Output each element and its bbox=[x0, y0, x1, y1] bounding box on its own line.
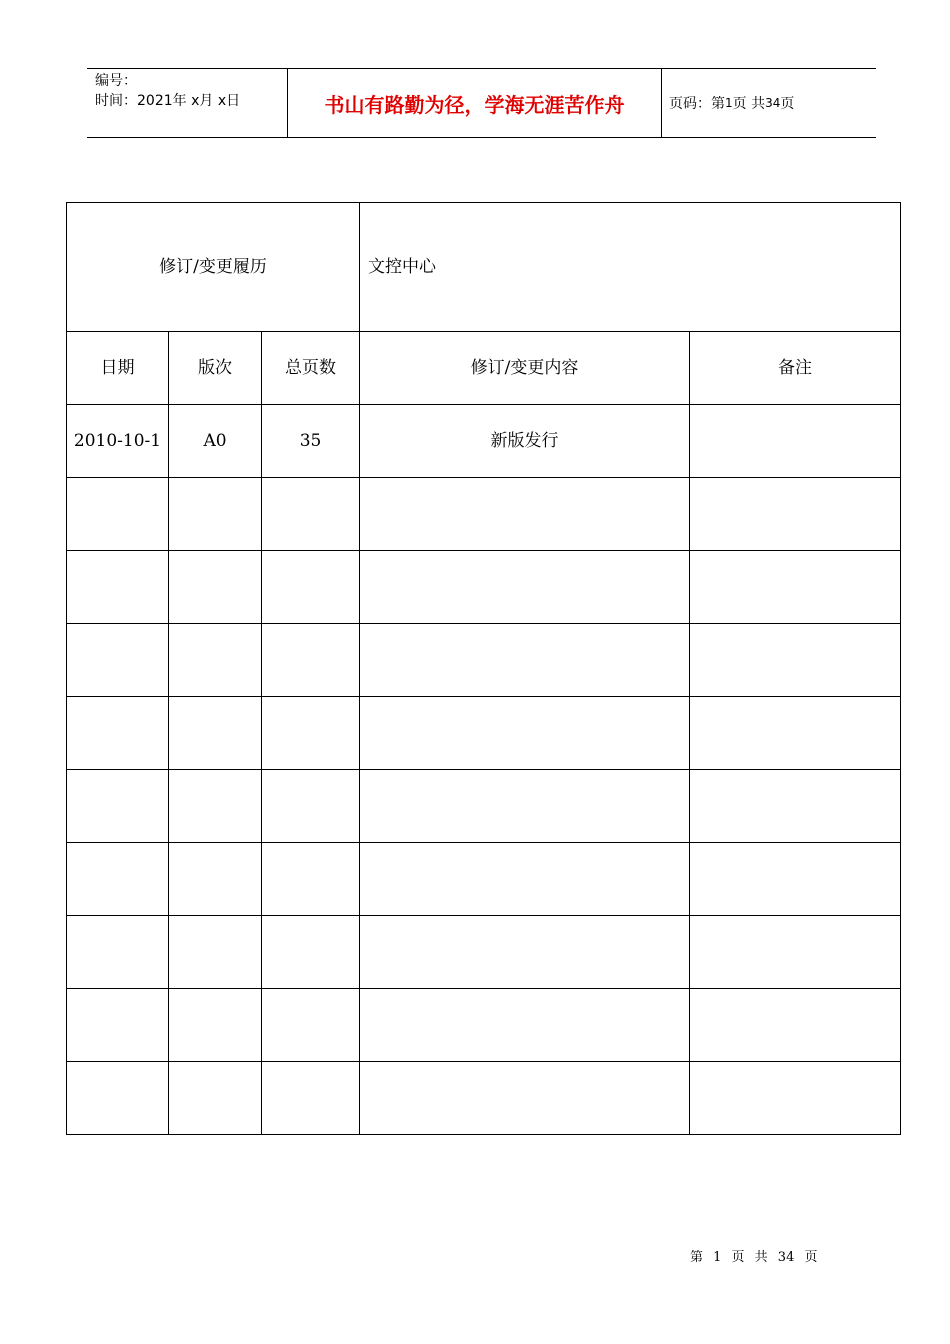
month-char: 月 bbox=[199, 93, 214, 109]
column-header-version: 版次 bbox=[169, 332, 262, 405]
cell-version bbox=[169, 697, 262, 770]
cell-total-pages bbox=[262, 770, 360, 843]
cell-date bbox=[67, 916, 169, 989]
cell-remarks bbox=[690, 697, 901, 770]
cell-version bbox=[169, 1062, 262, 1135]
cell-change-content bbox=[360, 697, 690, 770]
column-header-remarks: 备注 bbox=[690, 332, 901, 405]
cell-remarks bbox=[690, 770, 901, 843]
cell-change-content bbox=[360, 1062, 690, 1135]
date-year: 2021 bbox=[137, 93, 173, 109]
cell-remarks bbox=[690, 478, 901, 551]
table-row bbox=[67, 843, 901, 916]
cell-version bbox=[169, 624, 262, 697]
cell-change-content bbox=[360, 551, 690, 624]
cell-date bbox=[67, 478, 169, 551]
date-month: x bbox=[191, 93, 200, 109]
header-meta bbox=[95, 71, 240, 111]
cell-change-content bbox=[360, 989, 690, 1062]
cell-total-pages: 35 bbox=[262, 405, 360, 478]
cell-change-content: 新版发行 bbox=[360, 405, 690, 478]
cell-total-pages bbox=[262, 624, 360, 697]
cell-change-content bbox=[360, 843, 690, 916]
table-row bbox=[67, 916, 901, 989]
table-title-row bbox=[67, 203, 901, 332]
cell-change-content bbox=[360, 916, 690, 989]
table-title: 修订/变更履历 bbox=[67, 203, 360, 332]
cell-date: 2010-10-1 bbox=[67, 405, 169, 478]
document-number-label: 编号： bbox=[95, 73, 137, 89]
cell-date bbox=[67, 551, 169, 624]
page-mid: 页 共 bbox=[732, 96, 766, 112]
column-header-change-content: 修订/变更内容 bbox=[360, 332, 690, 405]
table-owner: 文控中心 bbox=[360, 203, 901, 332]
table-row bbox=[67, 989, 901, 1062]
cell-date bbox=[67, 624, 169, 697]
document-date bbox=[95, 91, 240, 111]
page-header bbox=[87, 68, 876, 138]
page-footer: 第 1 页 共 34 页 bbox=[690, 1250, 818, 1265]
cell-version bbox=[169, 551, 262, 624]
table-row bbox=[67, 770, 901, 843]
cell-date bbox=[67, 770, 169, 843]
header-motto: 书山有路勤为径，学海无涯苦作舟 bbox=[324, 92, 625, 117]
cell-remarks bbox=[690, 624, 901, 697]
table-row bbox=[67, 697, 901, 770]
page-label: 页码：第 bbox=[669, 96, 725, 112]
cell-total-pages bbox=[262, 843, 360, 916]
cell-version: A0 bbox=[169, 405, 262, 478]
cell-total-pages bbox=[262, 551, 360, 624]
table-row bbox=[67, 624, 901, 697]
header-page-info bbox=[669, 69, 794, 137]
cell-total-pages bbox=[262, 1062, 360, 1135]
cell-remarks bbox=[690, 1062, 901, 1135]
column-header-date: 日期 bbox=[67, 332, 169, 405]
year-char: 年 bbox=[172, 93, 187, 109]
revision-history-table bbox=[66, 202, 901, 1135]
cell-total-pages bbox=[262, 697, 360, 770]
cell-total-pages bbox=[262, 478, 360, 551]
cell-remarks bbox=[690, 551, 901, 624]
column-header-total-pages: 总页数 bbox=[262, 332, 360, 405]
cell-date bbox=[67, 843, 169, 916]
date-day: x bbox=[217, 93, 227, 109]
page-current: 1 bbox=[725, 96, 733, 110]
table-row bbox=[67, 405, 901, 478]
table-header-row bbox=[67, 332, 901, 405]
table-row bbox=[67, 478, 901, 551]
cell-date bbox=[67, 697, 169, 770]
cell-version bbox=[169, 843, 262, 916]
cell-date bbox=[67, 989, 169, 1062]
header-divider-right bbox=[661, 69, 662, 137]
cell-change-content bbox=[360, 478, 690, 551]
cell-total-pages bbox=[262, 989, 360, 1062]
cell-version bbox=[169, 770, 262, 843]
cell-version bbox=[169, 916, 262, 989]
cell-remarks bbox=[690, 843, 901, 916]
day-char: 日 bbox=[226, 93, 241, 109]
cell-remarks bbox=[690, 916, 901, 989]
cell-change-content bbox=[360, 770, 690, 843]
cell-version bbox=[169, 478, 262, 551]
cell-remarks bbox=[690, 989, 901, 1062]
cell-date bbox=[67, 1062, 169, 1135]
cell-version bbox=[169, 989, 262, 1062]
table-row bbox=[67, 551, 901, 624]
cell-remarks bbox=[690, 405, 901, 478]
date-label: 时间： bbox=[95, 93, 137, 109]
page-total: 34 bbox=[765, 96, 781, 110]
table-row bbox=[67, 1062, 901, 1135]
cell-change-content bbox=[360, 624, 690, 697]
page-end: 页 bbox=[780, 96, 795, 112]
cell-total-pages bbox=[262, 916, 360, 989]
